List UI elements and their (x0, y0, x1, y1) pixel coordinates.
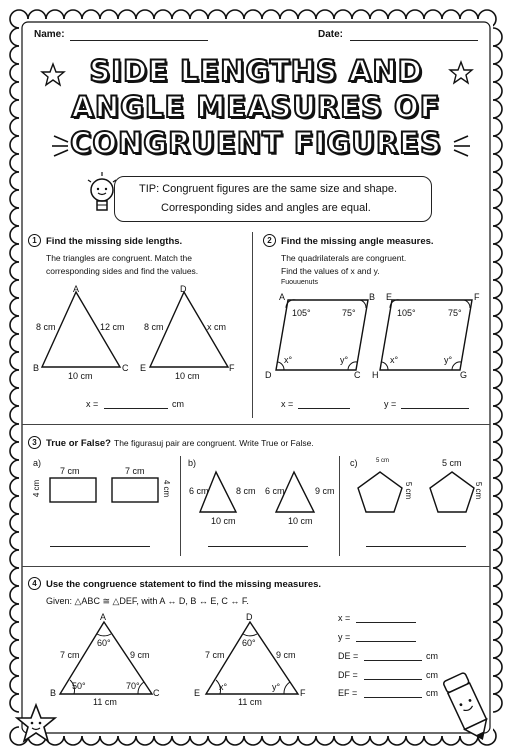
angle-label: y° (272, 682, 281, 692)
side-label: 9 cm (276, 650, 296, 660)
part-label: b) (188, 458, 197, 468)
answer-unit: cm (426, 651, 438, 661)
answer-field[interactable] (366, 546, 466, 547)
answer-label: y = (338, 632, 351, 642)
vertex-label: B (369, 292, 376, 302)
rectangles-figure (40, 470, 180, 510)
divider (22, 566, 490, 567)
burst-lines-right (432, 130, 472, 160)
side-label: 11 cm (93, 697, 117, 707)
answer-field[interactable] (50, 546, 150, 547)
side-label: 8 cm (36, 322, 56, 332)
section-title: Find the missing angle measures. (281, 236, 434, 247)
angle-label: 50° (72, 681, 86, 691)
side-label: 5 cm (404, 481, 414, 500)
answer-field[interactable] (364, 660, 422, 661)
vertex-label: G (460, 370, 468, 380)
vertex-label: B (33, 363, 40, 373)
smiling-star-icon (14, 702, 58, 746)
angle-label: 60° (97, 638, 111, 648)
answer-field[interactable] (104, 408, 168, 409)
answer-label: DF = (338, 670, 358, 680)
vertex-label: H (372, 370, 379, 380)
side-label: 5 cm (376, 458, 390, 464)
answer-field[interactable] (208, 546, 308, 547)
tip-line-2: Corresponding sides and angles are equal. (161, 202, 371, 214)
vertex-label: E (386, 292, 393, 302)
section-title: Find the missing side lengths. (46, 236, 183, 247)
side-label: 12 cm (100, 322, 125, 332)
section-number: 4 (28, 577, 41, 590)
angle-label: 75° (448, 308, 462, 318)
answer-label: DE = (338, 651, 359, 661)
side-label: 9 cm (315, 486, 335, 496)
side-label: 10 cm (211, 516, 236, 526)
vertex-label: F (300, 688, 306, 698)
name-field[interactable] (70, 40, 208, 41)
angle-label: 60° (242, 638, 256, 648)
answer-label: x = (281, 399, 294, 409)
vertex-label: A (73, 284, 80, 294)
side-label: 10 cm (288, 516, 313, 526)
instruction-text: Find the values of x and y. (281, 266, 380, 276)
answer-field[interactable] (356, 622, 416, 623)
angle-label: x° (219, 682, 228, 692)
vertex-label: F (474, 292, 480, 302)
side-label: 4 cm (162, 479, 172, 498)
instruction-text: The figurasuj pair are congruent. Write True or False. (114, 438, 314, 448)
side-label: x cm (207, 322, 226, 332)
answer-field[interactable] (364, 697, 422, 698)
burst-lines-left (50, 130, 90, 160)
part-label: c) (350, 458, 358, 468)
pencil-icon (440, 668, 496, 746)
vertex-label: A (279, 292, 286, 302)
answer-label: x = (338, 613, 351, 623)
answer-field[interactable] (364, 679, 422, 680)
side-label: 7 cm (125, 466, 145, 476)
section-number: 3 (28, 436, 41, 449)
answer-unit: cm (172, 399, 184, 409)
instruction-text: corresponding sides and find the values. (46, 266, 199, 276)
angle-label: 70° (126, 681, 140, 691)
angle-label: 105° (292, 308, 311, 318)
side-label: 6 cm (265, 486, 285, 496)
tip-line-1: TIP: Congruent figures are the same size and shape. (139, 183, 398, 195)
instruction-text: The triangles are congruent. Match the (46, 253, 192, 263)
angle-label: 75° (342, 308, 356, 318)
part-label: a) (33, 458, 42, 468)
pentagons-figure (352, 466, 492, 520)
side-label: 4 cm (32, 479, 42, 498)
title-line-1: SIDE LENGTHS AND (89, 54, 423, 88)
title-line-3: CONGRUENT FIGURES (70, 126, 442, 160)
vertex-label: E (194, 688, 201, 698)
answer-field[interactable] (401, 408, 469, 409)
side-label: 8 cm (236, 486, 256, 496)
side-label: 9 cm (130, 650, 150, 660)
tip-box (114, 176, 432, 222)
answer-field[interactable] (356, 641, 416, 642)
divider (252, 232, 253, 418)
side-label: 10 cm (175, 371, 200, 381)
vertex-label: C (122, 363, 129, 373)
side-label: 10 cm (68, 371, 93, 381)
side-label: 8 cm (144, 322, 164, 332)
answer-field[interactable] (298, 408, 350, 409)
section-title: Use the congruence statement to find the missing measures. (46, 579, 322, 590)
angle-label: y° (340, 355, 349, 365)
answer-label: y = (384, 399, 397, 409)
title-line-2: ANGLE MEASURES OF (71, 90, 441, 124)
answer-unit: cm (426, 688, 438, 698)
vertex-label: D (180, 284, 187, 294)
date-field[interactable] (350, 40, 478, 41)
section-number: 2 (263, 234, 276, 247)
angle-label: 105° (397, 308, 416, 318)
side-label: 11 cm (238, 697, 262, 707)
divider (22, 424, 490, 425)
vertex-label: E (140, 363, 147, 373)
vertex-label: D (246, 612, 253, 622)
answer-label: x = (86, 399, 99, 409)
side-label: 5 cm (474, 481, 484, 500)
instruction-text: Fuouuenuts (281, 279, 318, 286)
vertex-label: A (100, 612, 107, 622)
section-number: 1 (28, 234, 41, 247)
vertex-label: B (50, 688, 57, 698)
section-title: True or False? (46, 438, 111, 449)
given-statement: Given: △ABC ≅ △DEF, with A ↔ D, B ↔ E, C ↔ F. (46, 596, 249, 606)
vertex-label: C (354, 370, 361, 380)
name-label: Name: (34, 29, 65, 40)
instruction-text: The quadrilaterals are congruent. (281, 253, 407, 263)
side-label: 7 cm (205, 650, 225, 660)
vertex-label: C (153, 688, 160, 698)
vertex-label: D (265, 370, 272, 380)
side-label: 5 cm (442, 458, 462, 468)
angle-label: x° (390, 355, 399, 365)
answer-label: EF = (338, 688, 358, 698)
angle-label: y° (444, 355, 453, 365)
congruent-quadrilaterals-figure (262, 290, 488, 380)
answer-unit: cm (426, 670, 438, 680)
angle-label: x° (284, 355, 293, 365)
divider (180, 456, 181, 556)
side-label: 7 cm (60, 466, 80, 476)
side-label: 6 cm (189, 486, 209, 496)
date-label: Date: (318, 29, 344, 40)
side-label: 7 cm (60, 650, 80, 660)
vertex-label: F (229, 363, 235, 373)
